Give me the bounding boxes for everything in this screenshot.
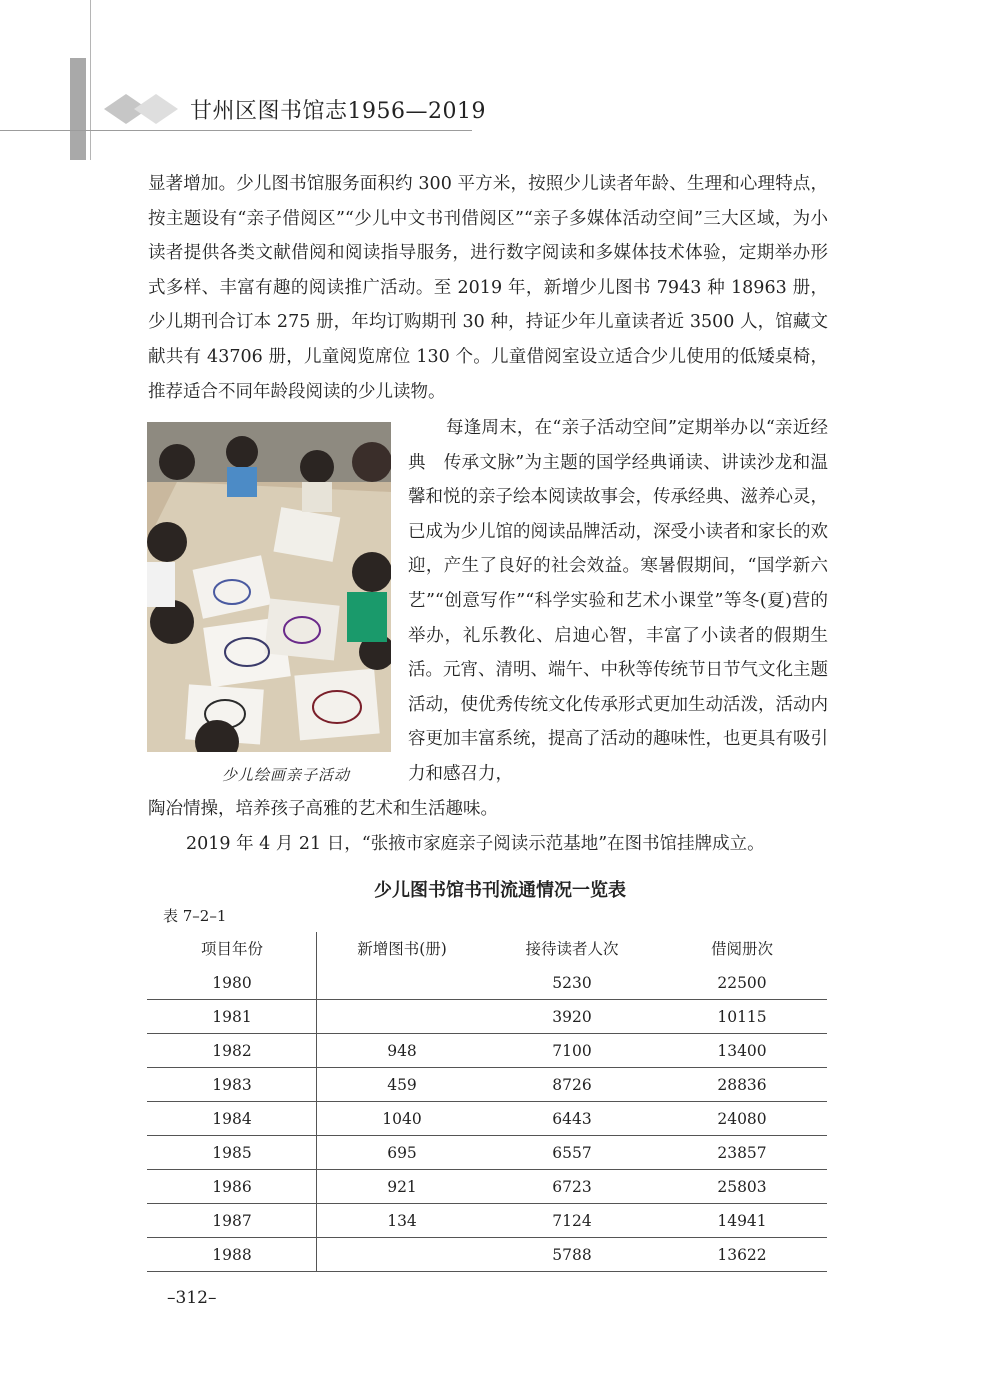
table-header-cell: 借阅册次 — [710, 940, 773, 958]
children-painting-photo — [147, 422, 391, 752]
table-cell: 948 — [387, 1042, 417, 1060]
page-number: –312– — [167, 1288, 217, 1308]
table-cell — [317, 1000, 487, 1034]
table-header-cell: 项目年份 — [200, 940, 263, 958]
table-cell — [317, 966, 487, 1000]
table-cell: 1984 — [212, 1110, 252, 1128]
table-cell: 1987 — [212, 1212, 252, 1230]
table-cell: 24080 — [717, 1110, 767, 1128]
table-cell: 1986 — [212, 1178, 252, 1196]
table-row — [147, 1034, 827, 1068]
table-cell: 1985 — [212, 1144, 252, 1162]
header-title: 甘州区图书馆志1956—2019 — [190, 99, 486, 124]
table-cell: 13622 — [717, 1246, 767, 1264]
photo-illustration — [147, 422, 391, 752]
paragraph-3: 陶冶情操，培养孩子高雅的艺术和生活趣味。 — [148, 799, 498, 819]
table-cell: 695 — [387, 1144, 417, 1162]
table-cell: 28836 — [717, 1076, 767, 1094]
table-row — [147, 1204, 827, 1238]
table-cell: 6723 — [552, 1178, 592, 1196]
table-cell: 14941 — [717, 1212, 767, 1230]
table-row — [147, 1170, 827, 1204]
table-cell: 10115 — [717, 1008, 767, 1026]
table-cell: 1988 — [212, 1246, 252, 1264]
paragraph-4: 2019 年 4 月 21 日，“张掖市家庭亲子阅读示范基地”在图书馆挂牌成立。 — [186, 834, 765, 854]
table-cell: 3920 — [552, 1008, 592, 1026]
table-cell — [317, 1238, 487, 1272]
table-cell: 5230 — [552, 974, 592, 992]
table-cell: 6443 — [552, 1110, 592, 1128]
table-cell: 1040 — [382, 1110, 422, 1128]
table-cell: 6557 — [552, 1144, 592, 1162]
table-cell: 25803 — [717, 1178, 767, 1196]
table-cell: 1981 — [212, 1008, 252, 1026]
table-row — [147, 1238, 827, 1272]
table-cell: 921 — [387, 1178, 417, 1196]
table-number: 表 7–2–1 — [163, 907, 227, 925]
table-header-row — [147, 932, 827, 966]
table-title: 少儿图书馆书刊流通情况一览表 — [374, 880, 626, 901]
paragraph-1: 显著增加。少儿图书馆服务面积约 300 平方米，按照少儿读者年龄、生理和心理特点，按主题设有“亲子借阅区”“少儿中文书刊借阅区”“亲子多媒体活动空间”三大区域，为小读者提供各类文献借阅和阅读指导服务，进行数字阅读和多媒体技术体验，定期举办形式多样、丰富有趣的阅读推广活动。至 2019 年，新增少儿图书 7943 种 18963 册，少儿期刊合订本 275 册，年均订购期刊 30 种，持证少年儿童读者近 3500 人，馆藏文献共有 43706 册，儿童阅览席位 130 个。儿童借阅室设立适合少儿使用的低矮桌椅，推荐适合不同年龄段阅读的少儿读物。 — [148, 174, 828, 402]
header-diamond-icon — [104, 92, 182, 126]
table-cell: 7124 — [552, 1212, 592, 1230]
paragraph-2: 每逢周末，在“亲子活动空间”定期举办以“亲近经典 传承文脉”为主题的国学经典诵读、讲读沙龙和温馨和悦的亲子绘本阅读故事会，传承经典、滋养心灵，已成为少儿馆的阅读品牌活动，深受小读者和家长的欢迎，产生了良好的社会效益。寒暑假期间，“国学新六艺”“创意写作”“科学实验和艺术小课堂”等冬(夏)营的举办，礼乐教化、启迪心智，丰富了小读者的假期生活。元宵、清明、端午、中秋等传统节日节气文化主题活动，使优秀传统文化传承形式更加生动活泼，活动内容更加丰富系统，提高了活动的趣味性，也更具有吸引力和感召力， — [408, 418, 828, 784]
table-cell: 7100 — [552, 1042, 592, 1060]
table-row — [147, 1068, 827, 1102]
table-row — [147, 966, 827, 1000]
table-cell: 134 — [387, 1212, 417, 1230]
header-vertical-line — [90, 0, 91, 160]
table-cell: 1982 — [212, 1042, 252, 1060]
table-cell: 13400 — [717, 1042, 767, 1060]
header-rule — [0, 130, 472, 131]
circulation-table — [147, 932, 827, 1272]
table-row — [147, 1102, 827, 1136]
table-header-cell: 接待读者人次 — [525, 940, 619, 958]
table-cell: 22500 — [717, 974, 767, 992]
table-cell: 1980 — [212, 974, 252, 992]
table-cell: 459 — [387, 1076, 417, 1094]
photo-caption: 少儿绘画亲子活动 — [222, 766, 351, 784]
table-column-divider — [316, 932, 317, 1272]
header-gray-bar — [70, 58, 86, 160]
table-cell: 1983 — [212, 1076, 252, 1094]
table-cell: 23857 — [717, 1144, 767, 1162]
table-row — [147, 1136, 827, 1170]
table-cell: 8726 — [552, 1076, 592, 1094]
table-row — [147, 1000, 827, 1034]
table-header-cell: 新增图书(册) — [357, 940, 447, 958]
table-cell: 5788 — [552, 1246, 592, 1264]
